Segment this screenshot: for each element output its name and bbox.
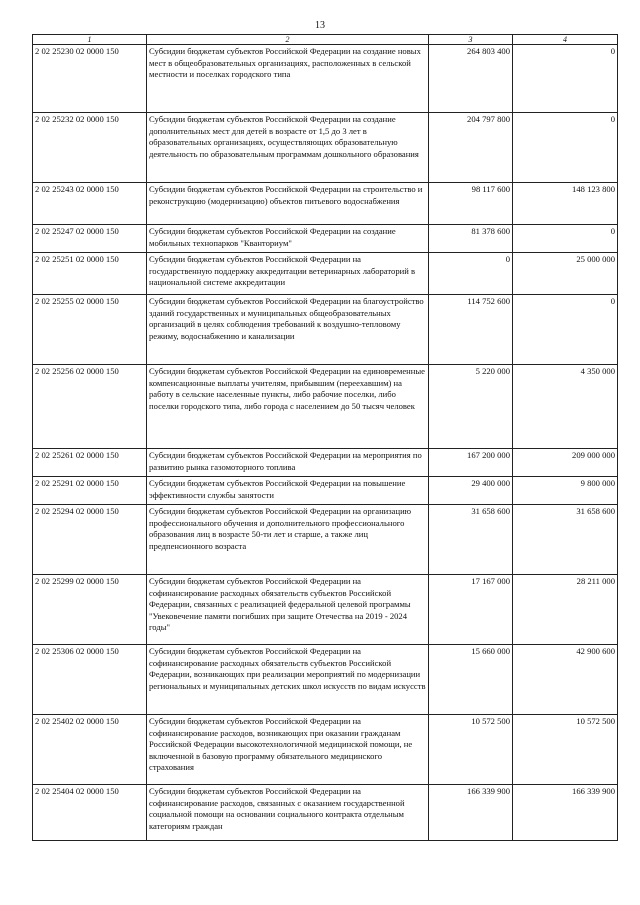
row-description: Субсидии бюджетам субъектов Российской Федерации на организацию профессионального обучения и дополнительного профессионального образования лиц в возрасте 50-ти лет и старше, а также лиц предпенсионного возраста — [147, 505, 429, 575]
column-header-1: 1 — [33, 35, 147, 45]
table-row — [33, 715, 618, 785]
amount-col4: 31 658 600 — [513, 505, 618, 575]
amount-col4: 9 800 000 — [513, 477, 618, 505]
amount-col3: 264 803 400 — [429, 45, 513, 113]
table-row — [33, 449, 618, 477]
row-description: Субсидии бюджетам субъектов Российской Федерации на единовременные компенсационные выплаты учителям, прибывшим (переехавшим) на работу в сельские населенные пункты, либо рабочие поселки, либо поселки городского типа, либо города с населением до 50 тысяч человек — [147, 365, 429, 449]
budget-code: 2 02 25299 02 0000 150 — [33, 575, 147, 645]
amount-col3: 0 — [429, 253, 513, 295]
row-description: Субсидии бюджетам субъектов Российской Федерации на софинансирование расходов, связанных с оказанием государственной социальной помощи на основании социального контракта отдельным категориям граждан — [147, 785, 429, 841]
table-row — [33, 575, 618, 645]
amount-col4: 0 — [513, 295, 618, 365]
amount-col3: 15 660 000 — [429, 645, 513, 715]
budget-code: 2 02 25294 02 0000 150 — [33, 505, 147, 575]
budget-code: 2 02 25251 02 0000 150 — [33, 253, 147, 295]
column-header-2: 2 — [147, 35, 429, 45]
column-header-3: 3 — [429, 35, 513, 45]
budget-code: 2 02 25402 02 0000 150 — [33, 715, 147, 785]
amount-col3: 5 220 000 — [429, 365, 513, 449]
amount-col4: 0 — [513, 45, 618, 113]
amount-col4: 4 350 000 — [513, 365, 618, 449]
table-row — [33, 477, 618, 505]
row-description: Субсидии бюджетам субъектов Российской Федерации на создание новых мест в общеобразовательных организациях, расположенных в сельской местности и поселках городского типа — [147, 45, 429, 113]
table-row — [33, 365, 618, 449]
amount-col4: 42 900 600 — [513, 645, 618, 715]
amount-col4: 10 572 500 — [513, 715, 618, 785]
budget-code: 2 02 25404 02 0000 150 — [33, 785, 147, 841]
amount-col3: 81 378 600 — [429, 225, 513, 253]
table-row — [33, 785, 618, 841]
budget-code: 2 02 25306 02 0000 150 — [33, 645, 147, 715]
row-description: Субсидии бюджетам субъектов Российской Федерации на создание мобильных технопарков "Кванториум" — [147, 225, 429, 253]
budget-code: 2 02 25291 02 0000 150 — [33, 477, 147, 505]
amount-col4: 28 211 000 — [513, 575, 618, 645]
column-number-row — [33, 35, 618, 45]
row-description: Субсидии бюджетам субъектов Российской Федерации на софинансирование расходов, возникающих при оказании гражданам Российской Федерации высокотехнологичной медицинской помощи, не включенной в базовую программу обязательного медицинского страхования — [147, 715, 429, 785]
amount-col4: 166 339 900 — [513, 785, 618, 841]
amount-col3: 166 339 900 — [429, 785, 513, 841]
amount-col4: 209 000 000 — [513, 449, 618, 477]
row-description: Субсидии бюджетам субъектов Российской Федерации на благоустройство зданий государственных и муниципальных общеобразовательных организаций в целях соблюдения требований к воздушно-тепловому режиму, водоснабжению и канализации — [147, 295, 429, 365]
amount-col3: 29 400 000 — [429, 477, 513, 505]
row-description: Субсидии бюджетам субъектов Российской Федерации на мероприятия по развитию рынка газомоторного топлива — [147, 449, 429, 477]
table-row — [33, 295, 618, 365]
table-row — [33, 253, 618, 295]
row-description: Субсидии бюджетам субъектов Российской Федерации на государственную поддержку аккредитации ветеринарных лабораторий в национальной системе аккредитации — [147, 253, 429, 295]
amount-col4: 25 000 000 — [513, 253, 618, 295]
amount-col3: 10 572 500 — [429, 715, 513, 785]
amount-col4: 0 — [513, 113, 618, 183]
page-number: 13 — [315, 20, 325, 31]
amount-col4: 148 123 800 — [513, 183, 618, 225]
table-row — [33, 45, 618, 113]
row-description: Субсидии бюджетам субъектов Российской Федерации на повышение эффективности службы занятости — [147, 477, 429, 505]
budget-table — [32, 34, 618, 841]
budget-code: 2 02 25256 02 0000 150 — [33, 365, 147, 449]
amount-col3: 204 797 800 — [429, 113, 513, 183]
table-row — [33, 183, 618, 225]
table-row — [33, 113, 618, 183]
column-header-4: 4 — [513, 35, 618, 45]
amount-col3: 98 117 600 — [429, 183, 513, 225]
budget-code: 2 02 25243 02 0000 150 — [33, 183, 147, 225]
amount-col3: 114 752 600 — [429, 295, 513, 365]
table-row — [33, 225, 618, 253]
row-description: Субсидии бюджетам субъектов Российской Федерации на создание дополнительных мест для детей в возрасте от 1,5 до 3 лет в образовательных организациях, осуществляющих образовательную деятельность по образовательным программам дошкольного образования — [147, 113, 429, 183]
budget-code: 2 02 25247 02 0000 150 — [33, 225, 147, 253]
amount-col3: 17 167 000 — [429, 575, 513, 645]
row-description: Субсидии бюджетам субъектов Российской Федерации на софинансирование расходных обязательств субъектов Российской Федерации, возникающих при реализации мероприятий по модернизации региональных и муниципальных детских школ искусств по видам искусств — [147, 645, 429, 715]
budget-code: 2 02 25261 02 0000 150 — [33, 449, 147, 477]
table-row — [33, 645, 618, 715]
budget-code: 2 02 25230 02 0000 150 — [33, 45, 147, 113]
amount-col3: 31 658 600 — [429, 505, 513, 575]
amount-col4: 0 — [513, 225, 618, 253]
budget-code: 2 02 25255 02 0000 150 — [33, 295, 147, 365]
amount-col3: 167 200 000 — [429, 449, 513, 477]
row-description: Субсидии бюджетам субъектов Российской Федерации на строительство и реконструкцию (модернизацию) объектов питьевого водоснабжения — [147, 183, 429, 225]
row-description: Субсидии бюджетам субъектов Российской Федерации на софинансирование расходных обязательств субъектов Российской Федерации, связанных с реализацией федеральной целевой программы "Увековечение памяти погибших при защите Отечества на 2019 - 2024 годы" — [147, 575, 429, 645]
budget-code: 2 02 25232 02 0000 150 — [33, 113, 147, 183]
table-row — [33, 505, 618, 575]
